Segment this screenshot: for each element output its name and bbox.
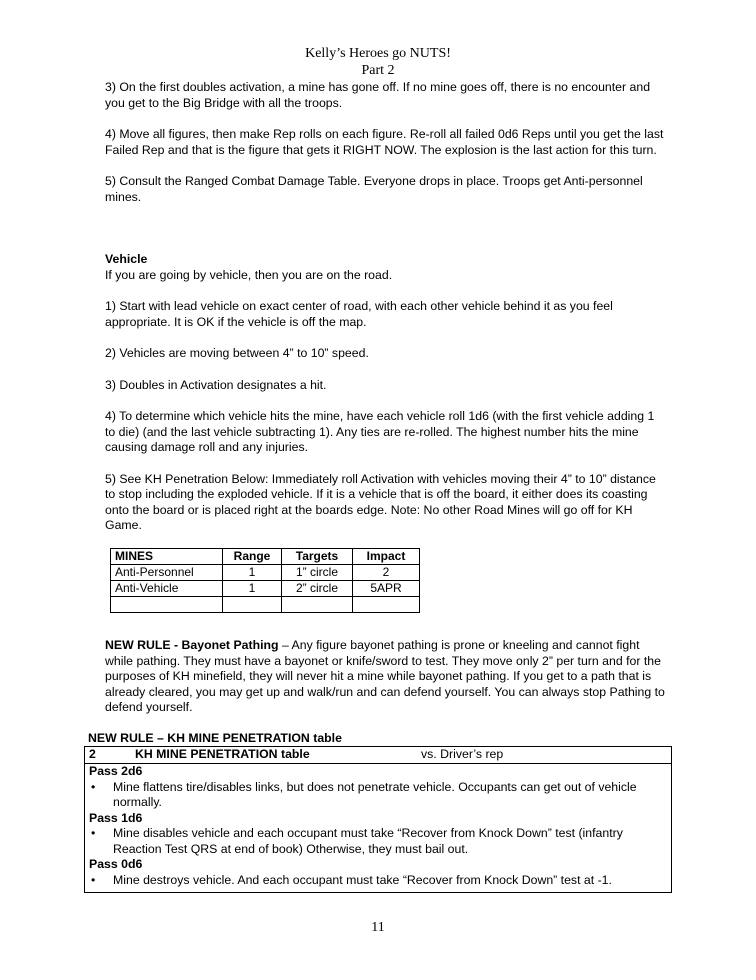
penetration-table-header: [85, 747, 671, 764]
header-title: Kelly’s Heroes go NUTS!: [305, 46, 451, 61]
mines-header-mines: MINES: [111, 549, 223, 565]
vehicle-paragraph-5: 5) See KH Penetration Below: Immediately roll Activation with vehicles moving their 4” to 10” distance to stop including the exploded vehicle. If it is a vehicle that is off the board, it either does its coasting onto the board or is placed right at the boards edge. Note: No other Road Mines will go off for KH Game.: [105, 471, 656, 532]
vehicle-paragraph-4: 4) To determine which vehicle hits the mine, have each vehicle roll 1d6 (with the first vehicle adding 1 to die) (and the last vehicle subtracting 1). Any ties are re-rolled. The highest number hits the mine causing damage roll and any injuries.: [105, 409, 655, 454]
list-item: [89, 780, 671, 811]
table-cell: 2” circle: [282, 581, 353, 597]
bayonet-rule-label: NEW RULE - Bayonet Pathing: [105, 638, 279, 652]
vehicle-paragraph-2: 2) Vehicles are moving between 4” to 10” speed.: [105, 346, 369, 360]
penetration-title: KH MINE PENETRATION table: [135, 747, 310, 761]
pass-2d6-label: Pass 2d6: [89, 764, 143, 778]
pass-1d6-text: Mine disables vehicle and each occupant must take “Recover from Knock Down” test (infantry Reaction Test QRS at end of book) Otherwise, they must bail out.: [113, 826, 623, 856]
penetration-vs: vs. Driver’s rep: [421, 747, 504, 761]
mines-header-impact: Impact: [353, 549, 420, 565]
table-cell: 1: [223, 581, 282, 597]
table-cell: [223, 597, 282, 613]
paragraph-3: 3) On the first doubles activation, a mine has gone off. If no mine goes off, there is no encounter and you get to the Big Bridge with all the troops.: [105, 80, 651, 110]
vehicle-heading: Vehicle: [105, 252, 148, 266]
table-cell: 1: [223, 565, 282, 581]
pass-0d6-label: Pass 0d6: [89, 857, 143, 871]
table-cell: 2: [353, 565, 420, 581]
table-cell: 5APR: [353, 581, 420, 597]
mines-table: [110, 548, 420, 613]
mines-header-targets: Targets: [282, 549, 353, 565]
bayonet-rule-text: – Any figure bayonet pathing is prone or kneeling and cannot fight while pathing. They must have a bayonet or knife/sword to test. They move only 2” per turn and for the purposes of KH minefield, they will never hit a mine while bayonet pathing. If you get to a path that is already cleared, you may get up and walk/run and can defend yourself. You can always stop Pathing to defend yourself.: [105, 638, 665, 714]
top-paragraphs: [105, 80, 665, 221]
pass-2d6-text: Mine flattens tire/disables links, but does not penetrate vehicle. Occupants can get out of vehicle normally.: [113, 779, 637, 809]
vehicle-paragraph-1: 1) Start with lead vehicle on exact center of road, with each other vehicle behind it as you feel appropriate. It is OK if the vehicle is off the map.: [105, 299, 613, 329]
penetration-heading: NEW RULE – KH MINE PENETRATION table: [88, 731, 342, 745]
table-row: [111, 565, 420, 581]
vehicle-paragraph-3: 3) Doubles in Activation designates a hit.: [105, 377, 327, 392]
table-cell: [353, 597, 420, 613]
penetration-body: [85, 764, 671, 888]
bullet-icon: •: [91, 826, 96, 840]
pass-0d6-text: Mine destroys vehicle. And each occupant must take “Recover from Knock Down” test at -1.: [113, 872, 612, 887]
pass-1d6-label: Pass 1d6: [89, 810, 143, 825]
page-number: 11: [371, 920, 385, 935]
paragraph-5: 5) Consult the Ranged Combat Damage Table. Everyone drops in place. Troops get Anti-personnel mines.: [105, 174, 643, 204]
mines-header-range: Range: [223, 549, 282, 565]
penetration-table: [84, 746, 672, 893]
table-row-empty: [111, 597, 420, 613]
header-part: Part 2: [361, 63, 395, 78]
vehicle-intro: If you are going by vehicle, then you are on the road.: [105, 267, 393, 282]
paragraph-4: 4) Move all figures, then make Rep rolls on each figure. Re-roll all failed 0d6 Reps until you get the last Failed Rep and that is the figure that gets it RIGHT NOW. The explosion is the last action for this turn.: [105, 127, 664, 157]
table-cell: Anti-Vehicle: [111, 581, 223, 597]
vehicle-section: [105, 252, 665, 550]
mines-table-header: [111, 549, 420, 565]
list-item: [89, 873, 671, 889]
table-cell: 1” circle: [282, 565, 353, 581]
table-row: [111, 581, 420, 597]
bayonet-rule: [105, 638, 665, 716]
bullet-icon: •: [91, 779, 96, 794]
list-item: [89, 826, 671, 857]
table-cell: [282, 597, 353, 613]
bullet-icon: •: [91, 872, 96, 887]
table-cell: Anti-Personnel: [111, 565, 223, 581]
penetration-number: 2: [89, 747, 96, 761]
table-cell: [111, 597, 223, 613]
